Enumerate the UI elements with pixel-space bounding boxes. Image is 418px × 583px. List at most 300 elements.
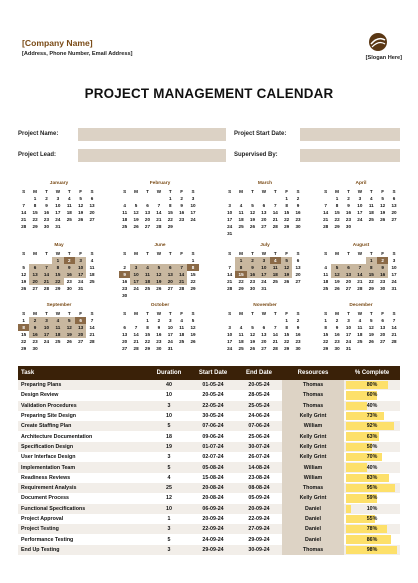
day-cell[interactable]: 12: [380, 203, 386, 208]
day-cell[interactable]: 1: [285, 196, 288, 201]
day-cell[interactable]: 2: [377, 257, 388, 264]
day-cell[interactable]: 18: [238, 339, 244, 344]
day-cell[interactable]: 3: [41, 317, 52, 324]
day-cell[interactable]: 11: [368, 203, 374, 208]
day-cell[interactable]: 12: [190, 325, 196, 330]
day-cell[interactable]: 25: [357, 339, 363, 344]
day-cell[interactable]: 25: [179, 339, 185, 344]
day-cell[interactable]: 30: [249, 286, 256, 291]
day-cell[interactable]: 1: [235, 257, 246, 264]
day-cell[interactable]: 24: [357, 217, 363, 222]
day-cell[interactable]: 13: [144, 210, 151, 215]
day-cell[interactable]: 25: [66, 217, 72, 222]
day-cell[interactable]: 23: [32, 339, 38, 344]
day-cell[interactable]: 26: [66, 339, 72, 344]
day-cell[interactable]: 1: [52, 257, 63, 264]
day-cell[interactable]: 2: [64, 257, 75, 264]
day-cell[interactable]: 31: [78, 286, 84, 291]
day-cell[interactable]: 15: [144, 332, 151, 337]
day-cell[interactable]: 15: [167, 210, 173, 215]
day-cell[interactable]: 23: [179, 217, 185, 222]
day-cell[interactable]: 30: [122, 293, 128, 298]
day-cell[interactable]: 18: [357, 332, 363, 337]
day-cell[interactable]: 4: [358, 318, 362, 323]
day-cell[interactable]: 10: [41, 324, 52, 331]
day-cell[interactable]: 9: [119, 271, 130, 278]
day-cell[interactable]: 20: [89, 210, 95, 215]
day-cell[interactable]: 27: [144, 224, 151, 229]
day-cell[interactable]: 29: [167, 224, 173, 229]
day-cell[interactable]: 19: [380, 210, 386, 215]
day-cell[interactable]: 29: [334, 224, 340, 229]
day-cell[interactable]: 12: [249, 332, 256, 337]
day-cell[interactable]: 17: [258, 271, 269, 278]
day-cell[interactable]: 19: [133, 217, 139, 222]
day-cell[interactable]: 16: [156, 332, 162, 337]
day-cell[interactable]: 20: [144, 217, 151, 222]
day-cell[interactable]: 30: [380, 286, 386, 291]
day-cell[interactable]: 2: [296, 196, 300, 201]
day-cell[interactable]: 14: [133, 332, 139, 337]
day-cell[interactable]: 8: [33, 203, 37, 208]
day-cell[interactable]: 16: [122, 279, 128, 284]
day-cell[interactable]: 14: [41, 271, 52, 278]
day-cell[interactable]: 24: [133, 286, 139, 291]
day-cell[interactable]: 17: [130, 278, 141, 285]
day-cell[interactable]: 15: [334, 210, 340, 215]
day-cell[interactable]: 29: [144, 346, 151, 351]
day-cell[interactable]: 21: [156, 217, 162, 222]
day-cell[interactable]: 4: [270, 257, 281, 264]
day-cell[interactable]: 30: [156, 346, 162, 351]
day-cell[interactable]: 7: [228, 265, 231, 270]
day-cell[interactable]: 25: [238, 346, 244, 351]
day-cell[interactable]: 19: [153, 278, 164, 285]
day-cell[interactable]: 27: [295, 279, 301, 284]
day-cell[interactable]: 27: [78, 339, 84, 344]
day-cell[interactable]: 6: [381, 318, 384, 323]
day-cell[interactable]: 6: [123, 325, 126, 330]
day-cell[interactable]: 14: [391, 325, 397, 330]
day-cell[interactable]: 18: [270, 271, 281, 278]
day-cell[interactable]: 3: [258, 257, 269, 264]
day-cell[interactable]: 22: [238, 279, 244, 284]
day-cell[interactable]: 23: [156, 339, 162, 344]
day-cell[interactable]: 22: [32, 217, 38, 222]
day-cell[interactable]: 26: [284, 279, 290, 284]
day-cell[interactable]: 26: [156, 286, 162, 291]
day-cell[interactable]: 8: [52, 264, 63, 271]
project-name-field[interactable]: [78, 128, 226, 141]
day-cell[interactable]: 1: [335, 196, 339, 201]
day-cell[interactable]: 14: [323, 210, 329, 215]
day-cell[interactable]: 8: [324, 325, 327, 330]
day-cell[interactable]: 7: [134, 325, 138, 330]
day-cell[interactable]: 18: [52, 331, 63, 338]
day-cell[interactable]: 1: [33, 196, 37, 201]
day-cell[interactable]: 31: [345, 346, 352, 351]
day-cell[interactable]: 11: [122, 210, 128, 215]
day-cell[interactable]: 22: [21, 339, 27, 344]
day-cell[interactable]: 9: [157, 325, 161, 330]
day-cell[interactable]: 5: [381, 196, 384, 201]
day-cell[interactable]: 31: [167, 346, 173, 351]
day-cell[interactable]: 27: [261, 224, 267, 229]
day-cell[interactable]: 16: [295, 210, 301, 215]
day-cell[interactable]: 5: [22, 265, 25, 270]
day-cell[interactable]: 23: [249, 279, 256, 284]
day-cell[interactable]: 3: [347, 318, 350, 323]
day-cell[interactable]: 24: [391, 279, 397, 284]
day-cell[interactable]: 23: [295, 217, 301, 222]
day-cell[interactable]: 28: [21, 224, 27, 229]
day-cell[interactable]: 1: [191, 258, 195, 263]
day-cell[interactable]: 10: [75, 264, 86, 271]
day-cell[interactable]: 7: [392, 318, 396, 323]
day-cell[interactable]: 26: [380, 217, 386, 222]
day-cell[interactable]: 29: [32, 224, 38, 229]
day-cell[interactable]: 19: [190, 332, 196, 337]
day-cell[interactable]: 7: [90, 318, 94, 323]
day-cell[interactable]: 27: [122, 346, 128, 351]
day-cell[interactable]: 4: [123, 203, 126, 208]
day-cell[interactable]: 29: [323, 346, 329, 351]
day-cell[interactable]: 18: [66, 210, 72, 215]
day-cell[interactable]: 17: [167, 332, 173, 337]
day-cell[interactable]: 9: [296, 325, 300, 330]
day-cell[interactable]: 29: [238, 286, 244, 291]
day-cell[interactable]: 19: [368, 332, 374, 337]
day-cell[interactable]: 31: [391, 286, 397, 291]
day-cell[interactable]: 21: [272, 217, 278, 222]
day-cell[interactable]: 20: [261, 339, 267, 344]
day-cell[interactable]: 5: [331, 264, 342, 271]
day-cell[interactable]: 2: [123, 265, 126, 270]
day-cell[interactable]: 1: [22, 318, 25, 323]
day-cell[interactable]: 30: [345, 224, 352, 229]
day-cell[interactable]: 23: [334, 339, 340, 344]
day-cell[interactable]: 27: [345, 286, 352, 291]
day-cell[interactable]: 9: [45, 203, 48, 208]
day-cell[interactable]: 27: [380, 339, 386, 344]
day-cell[interactable]: 17: [345, 332, 352, 337]
day-cell[interactable]: 13: [165, 271, 176, 278]
day-cell[interactable]: 4: [239, 325, 243, 330]
day-cell[interactable]: 3: [191, 196, 195, 201]
day-cell[interactable]: 21: [176, 278, 187, 285]
day-cell[interactable]: 18: [238, 217, 244, 222]
day-cell[interactable]: 10: [258, 264, 269, 271]
day-cell[interactable]: 14: [272, 210, 278, 215]
day-cell[interactable]: 17: [41, 331, 52, 338]
day-cell[interactable]: 15: [323, 332, 329, 337]
day-cell[interactable]: 15: [190, 272, 196, 277]
day-cell[interactable]: 29: [21, 346, 27, 351]
day-cell[interactable]: 4: [90, 258, 94, 263]
day-cell[interactable]: 9: [347, 203, 350, 208]
day-cell[interactable]: 28: [43, 286, 50, 291]
project-start-field[interactable]: [300, 128, 400, 141]
day-cell[interactable]: 10: [227, 332, 233, 337]
day-cell[interactable]: 18: [122, 217, 128, 222]
day-cell[interactable]: 20: [75, 331, 86, 338]
day-cell[interactable]: 6: [75, 317, 86, 324]
day-cell[interactable]: 2: [347, 196, 350, 201]
day-cell[interactable]: 28: [227, 286, 233, 291]
day-cell[interactable]: 26: [334, 286, 340, 291]
day-cell[interactable]: 6: [146, 203, 149, 208]
day-cell[interactable]: 12: [249, 210, 256, 215]
day-cell[interactable]: 5: [369, 318, 373, 323]
day-cell[interactable]: 7: [354, 264, 365, 271]
day-cell[interactable]: 13: [261, 210, 267, 215]
day-cell[interactable]: 10: [167, 325, 173, 330]
day-cell[interactable]: 18: [368, 210, 374, 215]
day-cell[interactable]: 26: [249, 224, 256, 229]
day-cell[interactable]: 22: [167, 217, 173, 222]
day-cell[interactable]: 9: [29, 324, 40, 331]
day-cell[interactable]: 13: [380, 325, 386, 330]
day-cell[interactable]: 8: [335, 203, 339, 208]
day-cell[interactable]: 12: [21, 272, 27, 277]
day-cell[interactable]: 17: [55, 210, 61, 215]
day-cell[interactable]: 14: [354, 271, 365, 278]
day-cell[interactable]: 28: [89, 339, 95, 344]
day-cell[interactable]: 3: [358, 196, 362, 201]
day-cell[interactable]: 14: [89, 325, 95, 330]
day-cell[interactable]: 17: [357, 210, 363, 215]
day-cell[interactable]: 2: [247, 257, 258, 264]
day-cell[interactable]: 26: [78, 217, 84, 222]
day-cell[interactable]: 6: [165, 264, 176, 271]
day-cell[interactable]: 28: [323, 224, 329, 229]
day-cell[interactable]: 1: [146, 318, 149, 323]
day-cell[interactable]: 19: [334, 279, 340, 284]
day-cell[interactable]: 23: [380, 279, 386, 284]
day-cell[interactable]: 9: [64, 264, 75, 271]
day-cell[interactable]: 13: [295, 265, 301, 270]
day-cell[interactable]: 3: [130, 264, 141, 271]
day-cell[interactable]: 16: [377, 271, 388, 278]
day-cell[interactable]: 10: [130, 271, 141, 278]
day-cell[interactable]: 7: [22, 203, 25, 208]
day-cell[interactable]: 27: [89, 217, 95, 222]
day-cell[interactable]: 24: [227, 346, 233, 351]
day-cell[interactable]: 31: [55, 224, 61, 229]
day-cell[interactable]: 9: [296, 203, 300, 208]
day-cell[interactable]: 8: [18, 324, 29, 331]
day-cell[interactable]: 2: [180, 196, 183, 201]
day-cell[interactable]: 20: [295, 272, 301, 277]
day-cell[interactable]: 8: [366, 264, 377, 271]
day-cell[interactable]: 23: [66, 279, 72, 284]
day-cell[interactable]: 7: [176, 264, 187, 271]
day-cell[interactable]: 24: [55, 217, 61, 222]
day-cell[interactable]: 25: [323, 286, 329, 291]
day-cell[interactable]: 28: [179, 286, 185, 291]
day-cell[interactable]: 15: [21, 332, 27, 337]
day-cell[interactable]: 30: [43, 224, 50, 229]
day-cell[interactable]: 11: [238, 210, 244, 215]
day-cell[interactable]: 30: [295, 346, 301, 351]
day-cell[interactable]: 4: [369, 196, 373, 201]
day-cell[interactable]: 25: [368, 217, 374, 222]
day-cell[interactable]: 12: [133, 210, 139, 215]
day-cell[interactable]: 23: [345, 217, 352, 222]
day-cell[interactable]: 16: [64, 271, 75, 278]
day-cell[interactable]: 5: [134, 203, 138, 208]
day-cell[interactable]: 11: [238, 332, 244, 337]
day-cell[interactable]: 2: [29, 317, 40, 324]
day-cell[interactable]: 1: [366, 257, 377, 264]
day-cell[interactable]: 18: [179, 332, 185, 337]
day-cell[interactable]: 14: [21, 210, 27, 215]
day-cell[interactable]: 21: [227, 279, 233, 284]
day-cell[interactable]: 28: [272, 224, 278, 229]
day-cell[interactable]: 5: [191, 318, 195, 323]
day-cell[interactable]: 4: [324, 265, 327, 270]
day-cell[interactable]: 11: [66, 203, 72, 208]
day-cell[interactable]: 11: [52, 324, 63, 331]
day-cell[interactable]: 15: [284, 332, 290, 337]
day-cell[interactable]: 6: [262, 203, 266, 208]
day-cell[interactable]: 21: [272, 339, 278, 344]
day-cell[interactable]: 11: [179, 325, 185, 330]
day-cell[interactable]: 15: [235, 271, 246, 278]
day-cell[interactable]: 15: [366, 271, 377, 278]
day-cell[interactable]: 20: [165, 278, 176, 285]
day-cell[interactable]: 11: [357, 325, 363, 330]
day-cell[interactable]: 22: [368, 279, 374, 284]
day-cell[interactable]: 3: [75, 257, 86, 264]
day-cell[interactable]: 16: [345, 210, 352, 215]
day-cell[interactable]: 23: [43, 217, 50, 222]
day-cell[interactable]: 20: [29, 278, 40, 285]
day-cell[interactable]: 20: [380, 332, 386, 337]
day-cell[interactable]: 21: [323, 217, 329, 222]
day-cell[interactable]: 13: [29, 271, 40, 278]
day-cell[interactable]: 12: [281, 264, 292, 271]
day-cell[interactable]: 6: [343, 264, 354, 271]
day-cell[interactable]: 1: [168, 196, 172, 201]
day-cell[interactable]: 4: [180, 318, 183, 323]
day-cell[interactable]: 9: [180, 203, 183, 208]
day-cell[interactable]: 21: [21, 217, 27, 222]
day-cell[interactable]: 26: [190, 339, 196, 344]
day-cell[interactable]: 14: [272, 332, 278, 337]
day-cell[interactable]: 16: [43, 210, 50, 215]
day-cell[interactable]: 26: [133, 224, 139, 229]
day-cell[interactable]: 3: [228, 325, 231, 330]
day-cell[interactable]: 18: [323, 279, 329, 284]
day-cell[interactable]: 15: [284, 210, 290, 215]
day-cell[interactable]: 9: [377, 264, 388, 271]
day-cell[interactable]: 7: [41, 264, 52, 271]
day-cell[interactable]: 19: [281, 271, 292, 278]
day-cell[interactable]: 11: [323, 272, 329, 277]
day-cell[interactable]: 13: [261, 332, 267, 337]
day-cell[interactable]: 7: [273, 325, 277, 330]
day-cell[interactable]: 21: [133, 339, 139, 344]
day-cell[interactable]: 19: [249, 217, 256, 222]
day-cell[interactable]: 27: [32, 286, 38, 291]
day-cell[interactable]: 21: [89, 332, 95, 337]
day-cell[interactable]: 18: [89, 272, 95, 277]
day-cell[interactable]: 21: [357, 279, 363, 284]
day-cell[interactable]: 1: [324, 318, 327, 323]
day-cell[interactable]: 14: [176, 271, 187, 278]
day-cell[interactable]: 31: [227, 231, 233, 236]
day-cell[interactable]: 27: [261, 346, 267, 351]
day-cell[interactable]: 8: [168, 203, 172, 208]
day-cell[interactable]: 8: [285, 203, 288, 208]
day-cell[interactable]: 24: [227, 224, 233, 229]
day-cell[interactable]: 30: [334, 346, 340, 351]
day-cell[interactable]: 22: [190, 279, 196, 284]
day-cell[interactable]: 16: [247, 271, 258, 278]
day-cell[interactable]: 6: [392, 196, 396, 201]
day-cell[interactable]: 17: [227, 217, 233, 222]
day-cell[interactable]: 17: [227, 339, 233, 344]
day-cell[interactable]: 4: [142, 264, 153, 271]
day-cell[interactable]: 16: [179, 210, 185, 215]
day-cell[interactable]: 24: [345, 339, 352, 344]
day-cell[interactable]: 29: [190, 286, 196, 291]
day-cell[interactable]: 14: [156, 210, 162, 215]
day-cell[interactable]: 16: [334, 332, 340, 337]
day-cell[interactable]: 17: [190, 210, 196, 215]
day-cell[interactable]: 26: [21, 286, 27, 291]
day-cell[interactable]: 13: [343, 271, 354, 278]
day-cell[interactable]: 30: [32, 346, 38, 351]
day-cell[interactable]: 15: [32, 210, 38, 215]
day-cell[interactable]: 25: [144, 286, 151, 291]
day-cell[interactable]: 6: [90, 196, 94, 201]
day-cell[interactable]: 25: [55, 339, 61, 344]
day-cell[interactable]: 29: [284, 346, 290, 351]
day-cell[interactable]: 4: [239, 203, 243, 208]
day-cell[interactable]: 5: [251, 325, 254, 330]
day-cell[interactable]: 9: [335, 325, 339, 330]
day-cell[interactable]: 22: [334, 217, 340, 222]
day-cell[interactable]: 8: [235, 264, 246, 271]
day-cell[interactable]: 11: [270, 264, 281, 271]
day-cell[interactable]: 2: [45, 196, 48, 201]
day-cell[interactable]: 28: [133, 346, 139, 351]
day-cell[interactable]: 2: [296, 318, 300, 323]
day-cell[interactable]: 22: [323, 339, 329, 344]
day-cell[interactable]: 25: [238, 224, 244, 229]
day-cell[interactable]: 16: [29, 331, 40, 338]
day-cell[interactable]: 28: [156, 224, 162, 229]
day-cell[interactable]: 3: [228, 203, 231, 208]
day-cell[interactable]: 11: [89, 265, 95, 270]
day-cell[interactable]: 22: [284, 339, 290, 344]
day-cell[interactable]: 24: [261, 279, 267, 284]
day-cell[interactable]: 16: [295, 332, 301, 337]
day-cell[interactable]: 30: [66, 286, 72, 291]
day-cell[interactable]: 29: [284, 224, 290, 229]
day-cell[interactable]: 10: [190, 203, 196, 208]
day-cell[interactable]: 13: [391, 203, 397, 208]
day-cell[interactable]: 23: [122, 286, 128, 291]
day-cell[interactable]: 25: [89, 279, 95, 284]
day-cell[interactable]: 18: [142, 278, 153, 285]
day-cell[interactable]: 13: [75, 324, 86, 331]
day-cell[interactable]: 19: [78, 210, 84, 215]
day-cell[interactable]: 28: [357, 286, 363, 291]
day-cell[interactable]: 10: [391, 265, 397, 270]
